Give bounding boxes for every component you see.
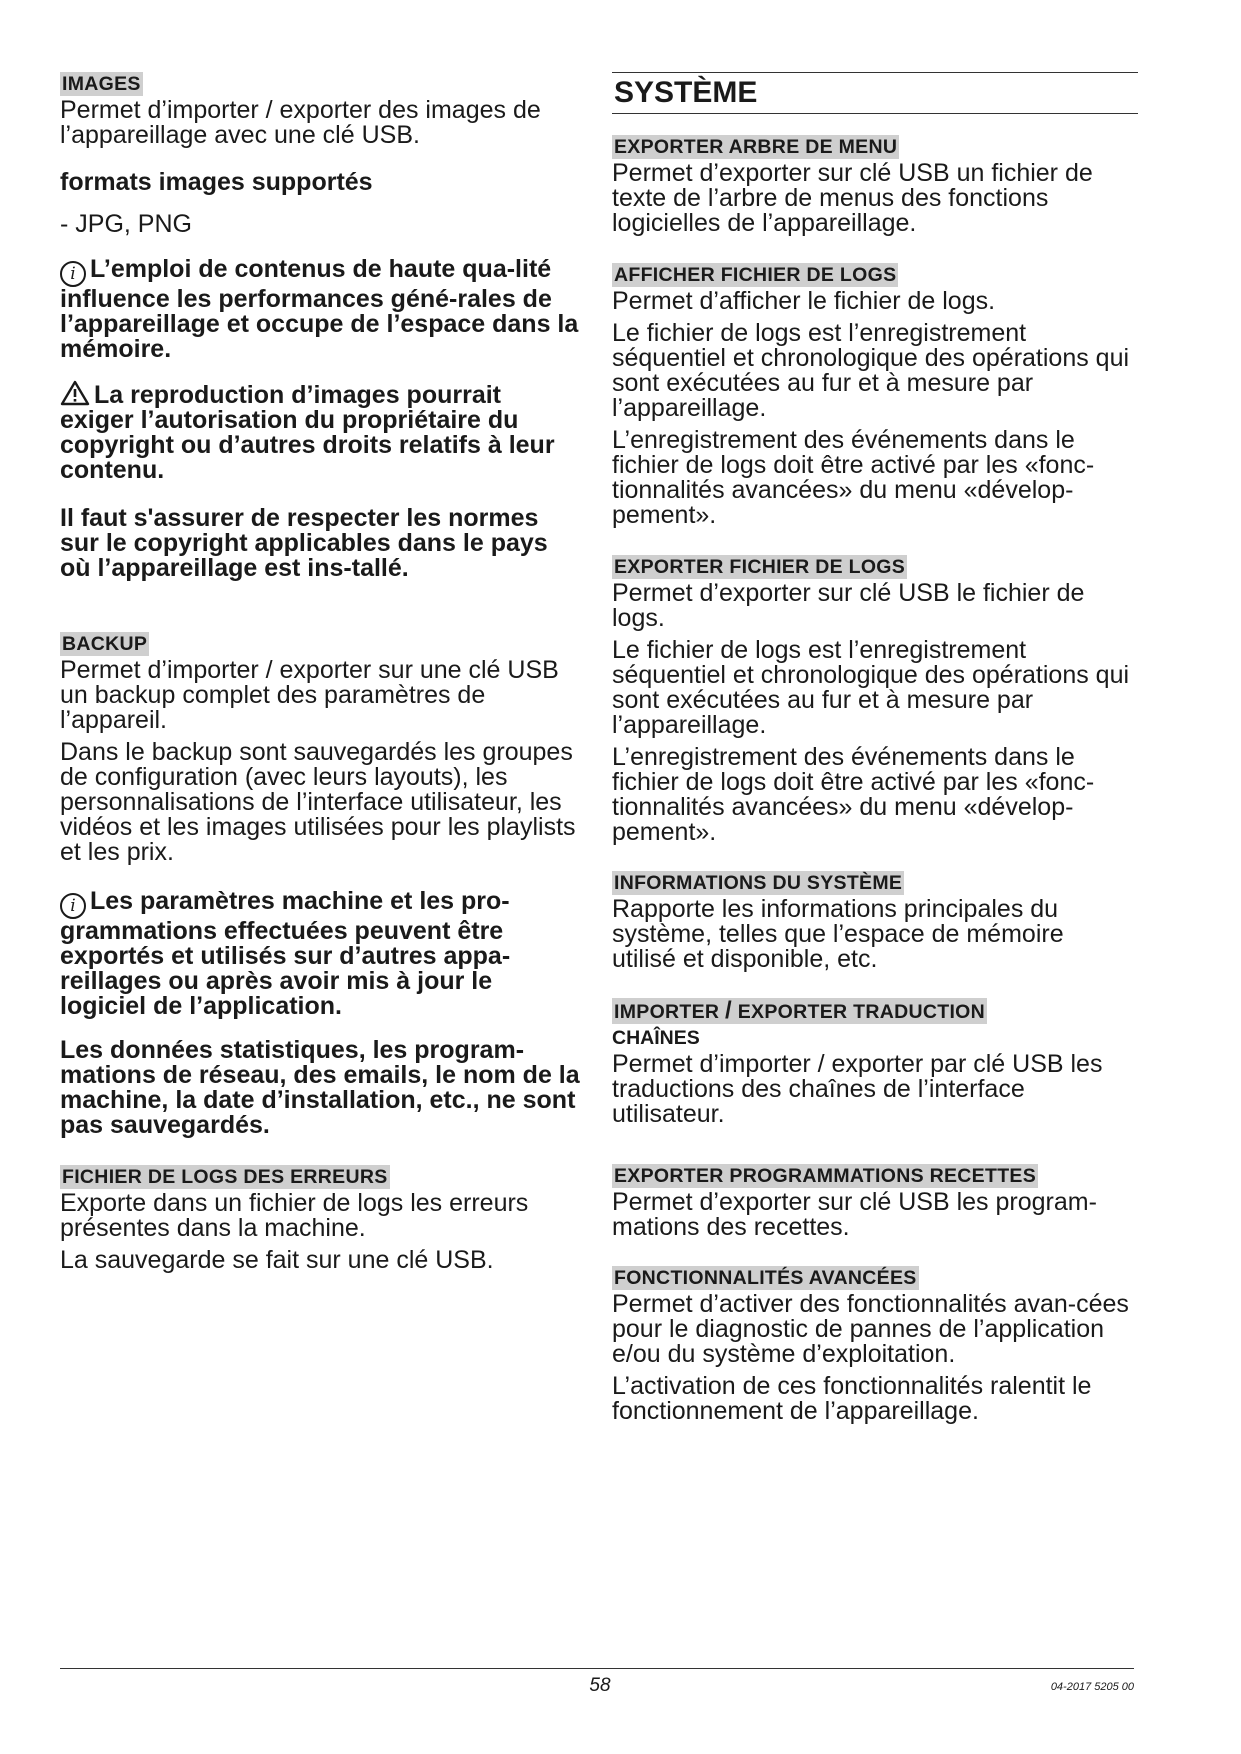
images-text: Permet d’importer / exporter des images de l’appareillage avec une clé USB. <box>60 96 541 149</box>
show-logs-text-3: L’enregistrement des événements dans le fichier de logs doit être activé par les «fonc-tionnalités avancées» du menu «dévelop-pement». <box>612 426 1095 529</box>
warning-triangle-icon <box>60 380 90 406</box>
section-label-show-logs: AFFICHER FICHIER DE LOGS <box>614 264 897 286</box>
export-logs-text-2: Le fichier de logs est l’enregistrement séquentiel et chronologique des opérations qui sont exécutées au fur et à mesure par l’appareillage. <box>612 636 1130 739</box>
section-label-recipes: EXPORTER PROGRAMMATIONS RECETTES <box>614 1165 1037 1187</box>
section-backup <box>60 632 580 865</box>
section-images <box>60 72 580 148</box>
section-show-logs <box>612 263 1132 528</box>
recipes-text: Permet d’exporter sur clé USB les program-mations des recettes. <box>612 1188 1097 1241</box>
section-advanced <box>612 1266 1132 1424</box>
translation-text: Permet d’importer / exporter par clé USB les traductions des chaînes de l’interface utilisateur. <box>612 1050 1103 1128</box>
formats-list: - JPG, PNG <box>60 210 192 238</box>
info-note-images-text: L’emploi de contenus de haute qua-lité influence les performances géné-rales de l’appareillage et occupe de l’espace dans la mémoire. <box>60 255 579 363</box>
section-export-menu <box>612 135 1132 236</box>
advanced-text-1: Permet d’activer des fonctionnalités avan-cées pour le diagnostic de pannes de l’application e/ou du système d’exploitation. <box>612 1290 1129 1368</box>
export-logs-text-1: Permet d’exporter sur clé USB le fichier de logs. <box>612 579 1085 632</box>
section-label-export-logs: EXPORTER FICHIER DE LOGS <box>614 556 906 578</box>
formats-heading: formats images supportés <box>60 168 373 196</box>
info-note-backup-text: Les paramètres machine et les pro-grammations effectuées peuvent être exportés et utilisés sur d’autres appa-reillages ou après avoir mis à jour le logiciel de l’application. <box>60 887 511 1020</box>
section-label-export-menu: EXPORTER ARBRE DE MENU <box>614 136 898 158</box>
show-logs-text-1: Permet d’afficher le fichier de logs. <box>612 287 996 315</box>
section-label-system-info: INFORMATIONS DU SYSTÈME <box>614 872 903 894</box>
section-system-info <box>612 871 1132 972</box>
info-note-images <box>60 257 580 362</box>
document-code: 04-2017 5205 00 <box>1050 1681 1134 1693</box>
section-error-logs <box>60 1165 580 1273</box>
section-label-backup: BACKUP <box>62 633 148 655</box>
info-icon: i <box>60 893 86 919</box>
page-title: SYSTÈME <box>612 72 1138 114</box>
section-label-images: IMAGES <box>62 73 141 95</box>
copyright-note: Il faut s'assurer de respecter les normes sur le copyright applicables dans le pays où l’appareillage est ins-tallé. <box>60 504 548 582</box>
page-number: 58 <box>589 1675 611 1696</box>
warning-note-images <box>60 380 580 483</box>
error-logs-text-1: Exporte dans un fichier de logs les erreurs présentes dans la machine. <box>60 1189 529 1242</box>
section-recipes <box>612 1164 1132 1240</box>
system-info-text: Rapporte les informations principales du système, telles que l’espace de mémoire utilisé et disponible, etc. <box>612 895 1064 973</box>
backup-text-2: Dans le backup sont sauvegardés les groupes de configuration (avec leurs layouts), les personnalisations de l’interface utilisateur, les vidéos et les images utilisées pour les playlists et les prix. <box>60 738 576 866</box>
info-icon: i <box>60 261 86 287</box>
translation-label-slash: / <box>725 997 733 1024</box>
footer-divider <box>60 1668 1134 1669</box>
error-logs-text-2: La sauvegarde se fait sur une clé USB. <box>60 1246 494 1274</box>
backup-bold-note: Les données statistiques, les program-mations de réseau, des emails, le nom de la machine, la date d’installation, etc., ne sont pas sauvegardés. <box>60 1036 580 1139</box>
section-label-error-logs: FICHIER DE LOGS DES ERREURS <box>62 1166 388 1188</box>
advanced-text-2: L’activation de ces fonctionnalités ralentit le fonctionnement de l’appareillage. <box>612 1372 1092 1425</box>
info-note-backup <box>60 889 580 1019</box>
translation-sublabel: CHAÎNES <box>612 1027 700 1049</box>
section-translation <box>612 998 1132 1127</box>
export-logs-text-3: L’enregistrement des événements dans le fichier de logs doit être activé par les «fonc-tionnalités avancées» du menu «dévelop-pement». <box>612 743 1095 846</box>
backup-text-1: Permet d’importer / exporter sur une clé USB un backup complet des paramètres de l’appareil. <box>60 656 559 734</box>
warning-note-images-text: La reproduction d’images pourrait exiger l’autorisation du propriétaire du copyright ou d’autres droits relatifs à leur contenu. <box>60 381 555 484</box>
section-label-translation <box>612 998 987 1024</box>
section-export-logs <box>612 555 1132 845</box>
show-logs-text-2: Le fichier de logs est l’enregistrement séquentiel et chronologique des opérations qui sont exécutées au fur et à mesure par l’appareillage. <box>612 319 1130 422</box>
section-label-advanced: FONCTIONNALITÉS AVANCÉES <box>614 1267 917 1289</box>
translation-label-export: EXPORTER TRADUCTION <box>732 1001 986 1023</box>
translation-label-import: IMPORTER <box>614 1001 726 1023</box>
export-menu-text: Permet d’exporter sur clé USB un fichier de texte de l’arbre de menus des fonctions logicielles de l’appareillage. <box>612 159 1093 237</box>
